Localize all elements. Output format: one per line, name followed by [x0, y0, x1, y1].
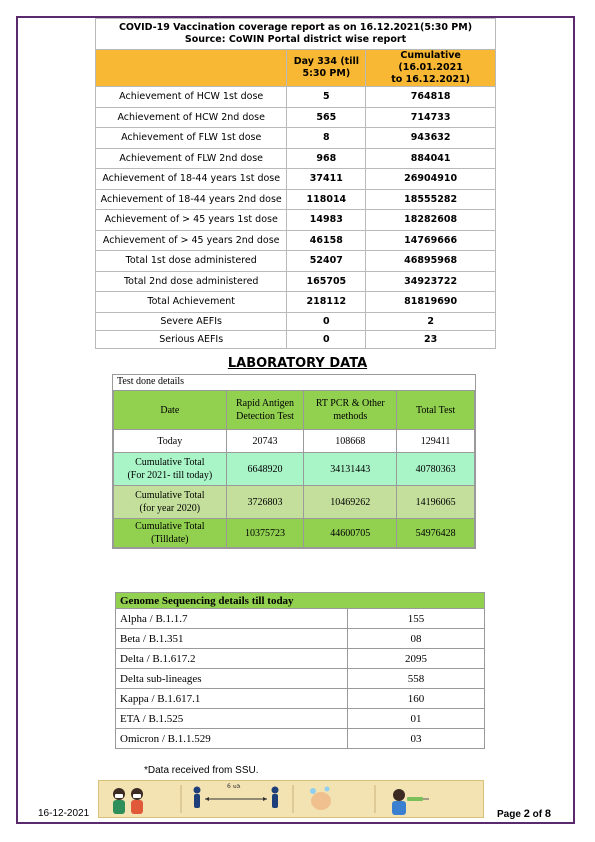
masked-people-icon [113, 788, 143, 814]
table-row [96, 251, 496, 272]
row-day: 37411 [287, 169, 366, 190]
page-current: 2 [523, 808, 530, 820]
vaccination-header-cumulative [366, 50, 496, 87]
laboratory-box [112, 374, 476, 549]
lab-row-rtpcr: 10469262 [304, 486, 397, 519]
row-day: 118014 [287, 189, 366, 210]
lab-row-rapid: 10375723 [226, 519, 304, 548]
handwash-icon [310, 787, 331, 811]
row-label: Achievement of FLW 2nd dose [96, 148, 287, 169]
lab-row-label-line2: (for year 2020) [139, 503, 201, 514]
row-cumulative: 884041 [366, 148, 496, 169]
row-cumulative: 23 [366, 330, 496, 348]
genome-variant: ETA / B.1.525 [116, 709, 348, 729]
lab-row-rapid: 20743 [226, 430, 304, 453]
lab-row-rapid: 6648920 [226, 453, 304, 486]
table-row [114, 519, 475, 548]
footer-page-number [497, 808, 551, 820]
lab-header-rtpcr-line1: RT PCR & Other [315, 398, 385, 409]
row-day: 46158 [287, 230, 366, 251]
header-day-line2: 5:30 PM) [302, 68, 351, 79]
row-cumulative: 34923722 [366, 271, 496, 292]
table-row [96, 312, 496, 330]
vaccination-header-row [96, 50, 496, 87]
genome-variant: Delta sub-lineages [116, 669, 348, 689]
row-label: Achievement of > 45 years 2nd dose [96, 230, 287, 251]
genome-count: 558 [348, 669, 485, 689]
lab-row-label-line2: (For 2021- till today) [127, 470, 213, 481]
lab-header-rtpcr [304, 391, 397, 430]
lab-header-date: Date [114, 391, 227, 430]
table-row [116, 729, 485, 749]
laboratory-table [113, 390, 475, 548]
table-row [96, 87, 496, 108]
table-row [116, 709, 485, 729]
lab-row-total: 40780363 [397, 453, 475, 486]
lab-row-rtpcr: 108668 [304, 430, 397, 453]
lab-row-label: Today [114, 430, 227, 453]
genome-count: 160 [348, 689, 485, 709]
header-cum-line1: Cumulative (16.01.2021 [398, 50, 463, 73]
row-day: 52407 [287, 251, 366, 272]
row-label: Severe AEFIs [96, 312, 287, 330]
table-row [116, 689, 485, 709]
data-source-note: *Data received from SSU. [144, 765, 259, 776]
row-day: 0 [287, 330, 366, 348]
vaccination-title-line1: COVID-19 Vaccination coverage report as on 16.12.2021(5:30 PM) [118, 22, 473, 33]
genome-count: 2095 [348, 649, 485, 669]
lab-header-total: Total Test [397, 391, 475, 430]
row-day: 14983 [287, 210, 366, 231]
row-day: 165705 [287, 271, 366, 292]
row-label: Achievement of FLW 1st dose [96, 128, 287, 149]
genome-variant: Beta / B.1.351 [116, 629, 348, 649]
row-label: Total 1st dose administered [96, 251, 287, 272]
genome-header-row [116, 593, 485, 609]
vaccination-icon [392, 789, 429, 815]
row-label: Achievement of 18-44 years 1st dose [96, 169, 287, 190]
row-cumulative: 714733 [366, 107, 496, 128]
row-label: Total 2nd dose administered [96, 271, 287, 292]
header-cum-line2: to 16.12.2021) [391, 74, 471, 85]
table-row [96, 330, 496, 348]
row-day: 218112 [287, 292, 366, 313]
page-prefix: Page [497, 809, 524, 820]
lab-row-rtpcr: 44600705 [304, 519, 397, 548]
table-row [96, 271, 496, 292]
row-label: Total Achievement [96, 292, 287, 313]
row-cumulative: 46895968 [366, 251, 496, 272]
table-row [116, 669, 485, 689]
row-cumulative: 18555282 [366, 189, 496, 210]
lab-header-rtpcr-line2: methods [333, 411, 368, 422]
covid-appropriate-behaviour-banner [98, 780, 484, 818]
lab-header-rapid-line2: Detection Test [236, 411, 294, 422]
row-cumulative: 26904910 [366, 169, 496, 190]
row-cumulative: 2 [366, 312, 496, 330]
table-row [96, 210, 496, 231]
lab-row-label [114, 519, 227, 548]
lab-row-label-line1: Cumulative Total [135, 490, 205, 501]
table-row [96, 292, 496, 313]
laboratory-header-row [114, 391, 475, 430]
genome-title: Genome Sequencing details till today [116, 593, 485, 609]
page-total: 8 [544, 808, 551, 820]
row-cumulative: 14769666 [366, 230, 496, 251]
row-day: 0 [287, 312, 366, 330]
row-label: Achievement of 18-44 years 2nd dose [96, 189, 287, 210]
table-row [114, 486, 475, 519]
laboratory-title-text: LABORATORY DATA [227, 356, 368, 371]
lab-row-label-line1: Cumulative Total [135, 457, 205, 468]
table-row [96, 189, 496, 210]
genome-table [115, 592, 485, 749]
lab-row-label [114, 486, 227, 519]
banner-distance-label: 6 ಅಡಿ [227, 783, 241, 790]
row-day: 5 [287, 87, 366, 108]
table-row [116, 609, 485, 629]
footer-date: 16-12-2021 [38, 808, 90, 819]
row-label: Achievement of HCW 2nd dose [96, 107, 287, 128]
genome-count: 03 [348, 729, 485, 749]
vaccination-header-blank [96, 50, 287, 87]
genome-variant: Omicron / B.1.1.529 [116, 729, 348, 749]
row-cumulative: 18282608 [366, 210, 496, 231]
genome-count: 01 [348, 709, 485, 729]
vaccination-title [96, 19, 496, 50]
table-row [96, 107, 496, 128]
lab-header-rapid-line1: Rapid Antigen [236, 398, 295, 409]
genome-count: 155 [348, 609, 485, 629]
genome-variant: Alpha / B.1.1.7 [116, 609, 348, 629]
header-day-line1: Day 334 (till [293, 56, 359, 67]
row-day: 565 [287, 107, 366, 128]
genome-count: 08 [348, 629, 485, 649]
table-row [96, 128, 496, 149]
lab-header-rapid [226, 391, 304, 430]
vaccination-table [95, 18, 496, 349]
row-cumulative: 764818 [366, 87, 496, 108]
row-label: Serious AEFIs [96, 330, 287, 348]
genome-variant: Kappa / B.1.617.1 [116, 689, 348, 709]
genome-variant: Delta / B.1.617.2 [116, 649, 348, 669]
lab-row-label-line1: Cumulative Total [135, 521, 205, 532]
row-label: Achievement of > 45 years 1st dose [96, 210, 287, 231]
laboratory-title [0, 356, 595, 371]
row-label: Achievement of HCW 1st dose [96, 87, 287, 108]
vaccination-source-line: Source: CoWIN Portal district wise report [184, 34, 407, 45]
table-row [96, 148, 496, 169]
lab-row-rtpcr: 34131443 [304, 453, 397, 486]
page-of: of [529, 809, 545, 820]
vaccination-header-day [287, 50, 366, 87]
banner-illustration [99, 781, 483, 817]
laboratory-caption: Test done details [117, 376, 185, 387]
table-row [116, 629, 485, 649]
lab-row-total: 54976428 [397, 519, 475, 548]
lab-row-label-line2: (Tilldate) [151, 534, 189, 545]
row-cumulative: 81819690 [366, 292, 496, 313]
table-row [116, 649, 485, 669]
row-day: 968 [287, 148, 366, 169]
table-row [96, 169, 496, 190]
vaccination-title-row [96, 19, 496, 50]
table-row [96, 230, 496, 251]
lab-row-total: 14196065 [397, 486, 475, 519]
lab-row-total: 129411 [397, 430, 475, 453]
table-row [114, 453, 475, 486]
table-row [114, 430, 475, 453]
lab-row-rapid: 3726803 [226, 486, 304, 519]
row-cumulative: 943632 [366, 128, 496, 149]
row-day: 8 [287, 128, 366, 149]
lab-row-label [114, 453, 227, 486]
